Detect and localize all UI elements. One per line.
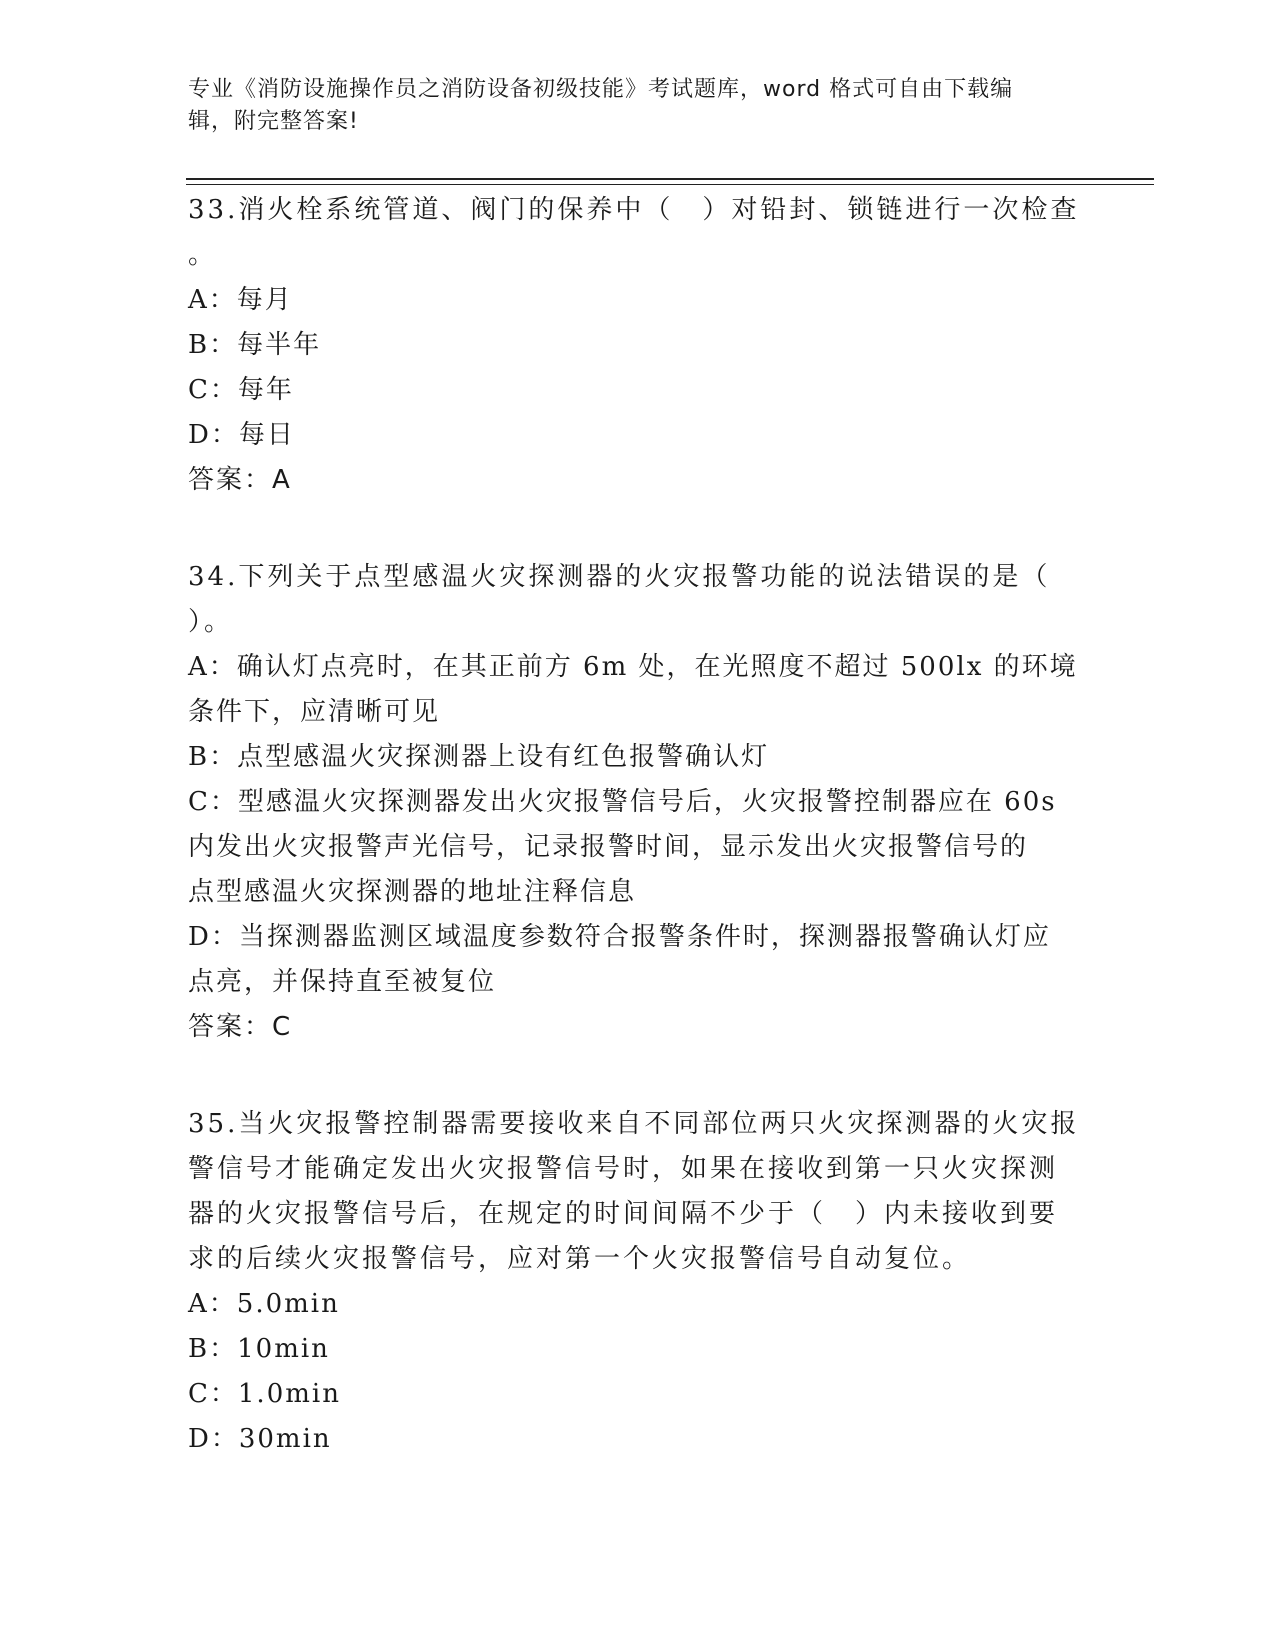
question-1 [188,188,1088,503]
question-stem-line: 34.下列关于点型感温火灾探测器的火灾报警功能的说法错误的是（ [188,562,1051,592]
header-divider-thick [186,178,1154,180]
question-stem-line: 警信号才能确定发出火灾报警信号时，如果在接收到第一只火灾探测 [188,1154,1059,1184]
option-a-line: 条件下，应清晰可见 [188,697,441,727]
header-divider-thin [186,184,1154,185]
option-d-line: 点亮，并保持直至被复位 [188,967,497,997]
option-d-line: D：每日 [188,420,295,450]
option-b-line: B：10min [188,1334,330,1364]
question-2 [188,555,1088,1050]
header-line-1: 专业《消防设施操作员之消防设备初级技能》考试题库，word 格式可自由下载编 [188,77,1014,102]
question-stem-line: 35.当火灾报警控制器需要接收来自不同部位两只火灾探测器的火灾报 [188,1109,1080,1139]
question-stem-line: 求的后续火灾报警信号，应对第一个火灾报警信号自动复位。 [188,1244,972,1274]
header-line-2: 辑，附完整答案! [188,109,359,134]
option-b-line: B：点型感温火灾探测器上设有红色报警确认灯 [188,742,770,772]
question-stem-line: ）。 [188,607,234,637]
question-stem-line: 。 [188,240,218,270]
question-spacer [188,523,1088,555]
question-3 [188,1102,1088,1462]
option-c-line: C：型感温火灾探测器发出火灾报警信号后，火灾报警控制器应在 60s [188,787,1057,817]
question-list [188,188,1088,1482]
question-stem-line: 33.消火栓系统管道、阀门的保养中（ ）对铅封、锁链进行一次检查 [188,195,1080,225]
option-a-line: A：确认灯点亮时，在其正前方 6m 处，在光照度不超过 500lx 的环境 [188,652,1078,682]
option-a-line: A：5.0min [188,1289,340,1319]
answer-line: 答案：A [188,465,292,495]
option-c-line: 点型感温火灾探测器的地址注释信息 [188,877,637,907]
option-d-line: D：30min [188,1424,332,1454]
option-a-line: A：每月 [188,285,293,315]
question-stem-line: 器的火灾报警信号后，在规定的时间间隔不少于（ ）内未接收到要 [188,1199,1059,1229]
option-c-line: C：每年 [188,375,294,405]
question-spacer [188,1070,1088,1102]
option-c-line: C：1.0min [188,1379,341,1409]
option-c-line: 内发出火灾报警声光信号，记录报警时间，显示发出火灾报警信号的 [188,832,1029,862]
option-b-line: B：每半年 [188,330,322,360]
document-header [188,74,1068,138]
answer-line: 答案：C [188,1012,293,1042]
option-d-line: D：当探测器监测区域温度参数符合报警条件时，探测器报警确认灯应 [188,922,1051,952]
